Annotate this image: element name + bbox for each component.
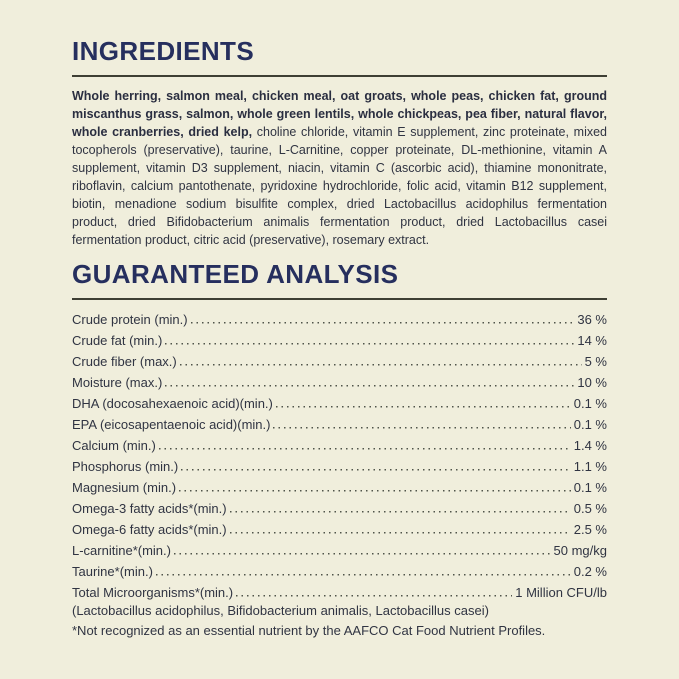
analysis-row-label: Crude fat (min.) xyxy=(72,333,163,348)
analysis-row xyxy=(72,370,607,391)
ingredients-primary-list: Whole herring, salmon meal, chicken meal, oat groats, whole peas, chicken fat, ground miscanthus grass, salmon, whole green lentils, whole chickpeas, pea fiber, natural flavor, whole cranberries, dried kelp, xyxy=(72,89,607,139)
analysis-row-value: 0.1 % xyxy=(573,396,607,411)
dotted-leader xyxy=(230,517,571,538)
analysis-table xyxy=(72,307,607,601)
analysis-row xyxy=(72,454,607,475)
analysis-row-value: 0.1 % xyxy=(573,417,607,432)
analysis-row-label: Omega-6 fatty acids*(min.) xyxy=(72,522,227,537)
analysis-row-value: 0.1 % xyxy=(573,480,607,495)
ingredients-text xyxy=(72,87,607,249)
analysis-row-label: Moisture (max.) xyxy=(72,375,163,390)
analysis-row xyxy=(72,475,607,496)
dotted-leader xyxy=(273,412,570,433)
analysis-row-value: 14 % xyxy=(577,333,607,348)
analysis-row-label: Crude fiber (max.) xyxy=(72,354,177,369)
microorganisms-detail: (Lactobacillus acidophilus, Bifidobacterium animalis, Lactobacillus casei) xyxy=(72,603,489,618)
dotted-leader xyxy=(180,349,582,370)
analysis-row-value: 1.1 % xyxy=(573,459,607,474)
guaranteed-analysis-heading: GUARANTEED ANALYSIS xyxy=(72,259,399,289)
analysis-row-label: Calcium (min.) xyxy=(72,438,156,453)
dotted-leader xyxy=(179,475,571,496)
analysis-row-value: 0.5 % xyxy=(573,501,607,516)
analysis-row-label: Omega-3 fatty acids*(min.) xyxy=(72,501,227,516)
analysis-row xyxy=(72,412,607,433)
analysis-row-label: Crude protein (min.) xyxy=(72,312,188,327)
analysis-row-label: L-carnitine*(min.) xyxy=(72,543,171,558)
analysis-row-value: 50 mg/kg xyxy=(553,543,607,558)
dotted-leader xyxy=(165,328,574,349)
analysis-row-value: 10 % xyxy=(577,375,607,390)
analysis-row xyxy=(72,517,607,538)
dotted-leader xyxy=(159,433,571,454)
analysis-row-value: 5 % xyxy=(584,354,607,369)
ingredients-secondary-list: choline chloride, vitamin E supplement, zinc proteinate, mixed tocopherols (preservative), taurine, L-Carnitine, copper proteinate, DL-methionine, vitamin A supplement, vitamin D3 supplement, niacin, vitamin C (ascorbic acid), thiamine mononitrate, riboflavin, calcium pantothenate, pyridoxine hydrochloride, folic acid, vitamin B12 supplement, biotin, menadione sodium bisulfite complex, dried Lactobacillus acidophilus fermentation product, dried Bifidobacterium animalis fermentation product, dried Lactobacillus casei fermentation product, citric acid (preservative), rosemary extract. xyxy=(72,125,608,247)
analysis-row xyxy=(72,328,607,349)
dotted-leader xyxy=(191,307,575,328)
dotted-leader xyxy=(181,454,571,475)
analysis-row-value: 0.2 % xyxy=(573,564,607,579)
ingredients-section xyxy=(72,38,607,249)
analysis-row-label: DHA (docosahexaenoic acid)(min.) xyxy=(72,396,273,411)
analysis-row-label: EPA (eicosapentaenoic acid)(min.) xyxy=(72,417,271,432)
dotted-leader xyxy=(165,370,574,391)
analysis-row-value: 1 Million CFU/lb xyxy=(515,585,607,600)
analysis-row xyxy=(72,433,607,454)
dotted-leader xyxy=(230,496,571,517)
analysis-row-label: Taurine*(min.) xyxy=(72,564,153,579)
analysis-row xyxy=(72,349,607,370)
dotted-leader xyxy=(236,580,512,601)
analysis-row xyxy=(72,496,607,517)
analysis-row xyxy=(72,307,607,328)
guaranteed-analysis-section xyxy=(72,261,607,641)
analysis-row-value: 1.4 % xyxy=(573,438,607,453)
ingredients-heading: INGREDIENTS xyxy=(72,36,255,66)
analysis-row-value: 2.5 % xyxy=(573,522,607,537)
analysis-row-label: Magnesium (min.) xyxy=(72,480,177,495)
analysis-row-label: Phosphorus (min.) xyxy=(72,459,179,474)
analysis-row xyxy=(72,580,607,601)
dotted-leader xyxy=(174,538,551,559)
guaranteed-analysis-divider xyxy=(72,298,607,300)
ingredients-divider xyxy=(72,75,607,77)
aafco-footnote: *Not recognized as an essential nutrient by the AAFCO Cat Food Nutrient Profiles. xyxy=(72,623,546,638)
dotted-leader xyxy=(156,559,571,580)
analysis-row-value: 36 % xyxy=(577,312,607,327)
analysis-row xyxy=(72,559,607,580)
analysis-row xyxy=(72,391,607,412)
analysis-row-label: Total Microorganisms*(min.) xyxy=(72,585,234,600)
analysis-row xyxy=(72,538,607,559)
dotted-leader xyxy=(276,391,571,412)
